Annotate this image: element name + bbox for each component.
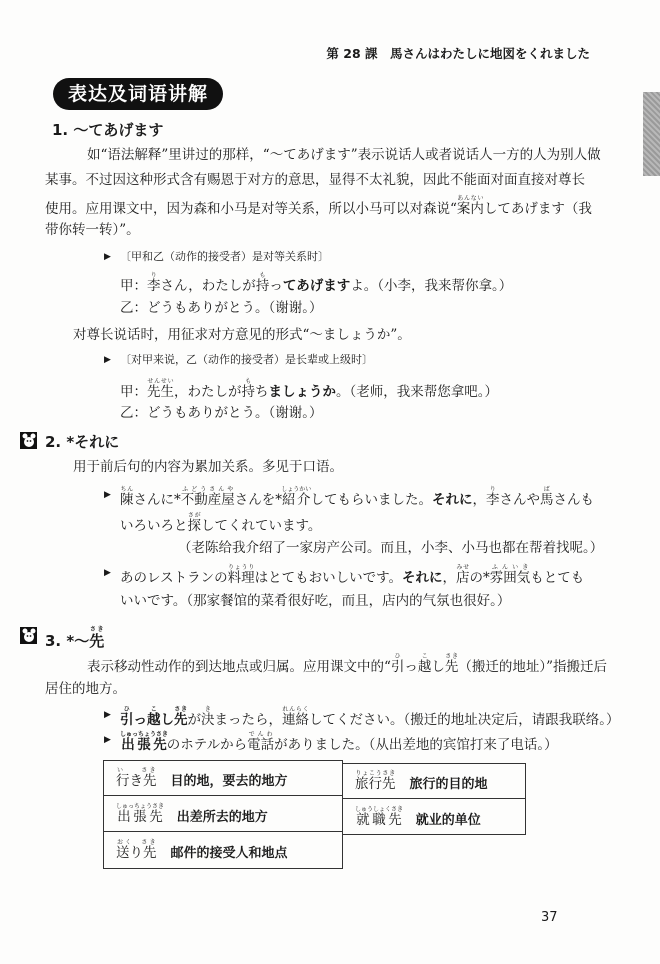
paragraph-line: 居住的地方。 (45, 681, 126, 697)
kanji: 料理 (227, 570, 255, 586)
section-banner: 表达及词语讲解 (53, 78, 223, 110)
furigana: り (147, 272, 161, 279)
furigana: れんらく (282, 706, 309, 713)
vocab-definition: 目的地，要去的地方 (170, 774, 288, 789)
furigana: あんない (456, 195, 484, 202)
kanji: 先 (174, 712, 188, 728)
furigana: も (255, 272, 270, 279)
example-line (120, 272, 512, 292)
triangle-bullet-icon: ▶ (104, 490, 111, 500)
vocab-word: 就職先 (355, 811, 404, 828)
text: 使用。应用课文中，因为森和小马是对等关系，所以小马可以对森说“ (45, 201, 457, 217)
text: 。（老师，我来帮您拿吧。） (336, 384, 498, 400)
vocab-definition: 就业的单位 (415, 812, 481, 828)
furigana: ふどうさんや (180, 486, 235, 493)
triangle-bullet-icon: ▶ (104, 355, 111, 365)
furigana: ひ (120, 706, 134, 713)
text: してください。（搬迁的地址决定后，请跟我联络。） (309, 712, 620, 728)
furigana: さが (187, 512, 201, 519)
text: （搬迁的地址）”指搬迁后 (458, 659, 608, 675)
kanji: 越 (417, 659, 432, 675)
kanji: 決 (201, 712, 215, 728)
kanji: 持 (241, 384, 255, 400)
furigana: ふんいき (489, 564, 531, 571)
table-row (104, 796, 343, 832)
text: ， (472, 492, 487, 508)
text: もとても (530, 570, 585, 586)
table-row (343, 764, 526, 799)
kanji: 紹介 (281, 492, 312, 508)
paragraph-line (87, 653, 607, 673)
text: してあげます（我 (483, 201, 592, 217)
text: がありました。（从出差地的宾馆打来了电话。） (274, 737, 558, 753)
furigana: みせ (456, 564, 470, 571)
kanji: 越 (147, 712, 161, 728)
text: さんに* (133, 492, 181, 508)
furigana: ちん (120, 486, 134, 493)
paragraph-line: 如“语法解释”里讲过的那样，“〜てあげます”表示说话人或者说话人一方的人为别人做 (87, 147, 601, 163)
vocab-word: 送り先 (116, 845, 157, 861)
bold-pattern: それに (402, 570, 443, 586)
text: あのレストランの (120, 570, 228, 586)
kanji: 引 (120, 712, 134, 728)
furigana: い さき (116, 767, 157, 774)
text: 甲： (120, 278, 147, 294)
kanji: 先 (444, 659, 459, 675)
triangle-bullet-icon: ▶ (104, 710, 111, 720)
furigana: さき (89, 626, 105, 633)
bold-pattern: それに (432, 492, 473, 508)
vocab-table-right (342, 763, 526, 835)
table-row (104, 832, 343, 869)
text: さんを* (234, 492, 282, 508)
page-number: 37 (541, 910, 558, 925)
text: ， (442, 570, 457, 586)
text: さん，わたしが (160, 278, 256, 294)
text: っ (404, 659, 418, 675)
translation-line: （老陈给我介绍了一家房产公司。而且，小李、小马也都在帮着找呢。） (178, 540, 604, 556)
vocab-definition: 邮件的接受人和地点 (170, 846, 288, 861)
text: してくれています。 (201, 518, 322, 534)
text: してもらいました。 (310, 492, 433, 508)
vocab-definition: 旅行的目的地 (409, 777, 488, 792)
text: 表示移动性动作的到达地点或归属。应用课文中的“ (87, 659, 391, 675)
text: さんや (499, 492, 541, 508)
vocab-word: 出張先 (116, 808, 165, 825)
furigana: さき (174, 706, 188, 713)
ruby-word (456, 195, 484, 217)
kanji: 電話 (247, 737, 275, 753)
furigana: しょうかい (281, 486, 312, 493)
kanji: 引 (390, 659, 405, 675)
kanji: 李 (486, 492, 500, 508)
bold-pattern: てあげます (282, 278, 351, 294)
furigana: りょこうさき (355, 770, 396, 777)
furigana: せんせい (147, 378, 174, 385)
kanji: 李 (147, 278, 161, 294)
text: ，わたしが (174, 384, 242, 400)
example-line (120, 486, 594, 506)
example-line: いいです。（那家餐馆的菜肴很好吃，而且，店内的气氛也很好。） (120, 593, 511, 609)
example-line (120, 706, 620, 726)
kanji: 先 (89, 632, 105, 650)
vocab-word: 旅行先 (355, 776, 396, 792)
furigana: こ (147, 706, 161, 713)
section-1-heading: 1. 〜てあげます (52, 121, 164, 139)
kanji: 雰囲気 (489, 570, 531, 586)
text: いろいろと (120, 518, 188, 534)
furigana: ひ (390, 653, 405, 660)
kanji: 連絡 (282, 712, 309, 728)
furigana: しゅうしょくさき (355, 805, 404, 813)
page-edge-tab (643, 92, 660, 176)
bold-pattern: ましょうか (268, 384, 336, 400)
kanji: 持 (255, 278, 270, 294)
example-line: 乙：どうもありがとう。（谢谢。） (120, 300, 323, 316)
text: はとてもおいしいです。 (254, 570, 403, 586)
description-line: 用于前后句的内容为累加关系。多见于口语。 (73, 459, 343, 475)
paragraph-line: 带你转一转）”。 (45, 222, 140, 238)
kanji: 不動産屋 (180, 492, 235, 508)
condition-label: 〔对甲来说，乙（动作的接受者）是长辈或上级时〕 (120, 353, 373, 366)
triangle-bullet-icon: ▶ (104, 568, 111, 578)
kanji: 案内 (456, 201, 484, 217)
text: さんも (553, 492, 595, 508)
text: のホテルから (166, 737, 248, 753)
text: し (160, 712, 174, 728)
paragraph-line: 某事。不过因这种形式含有赐恩于对方的意思，显得不太礼貌，因此不能面对面直接对尊长 (45, 172, 585, 188)
text: ち (255, 384, 269, 400)
example-line (120, 564, 584, 584)
character-face-icon (20, 627, 37, 644)
furigana: き (201, 706, 215, 713)
text: 3. *〜 (45, 632, 90, 650)
table-row (104, 761, 343, 796)
vocab-table-left (103, 760, 343, 869)
furigana: しゅっちょうさき (116, 802, 165, 810)
triangle-bullet-icon: ▶ (104, 735, 111, 745)
text: っ (269, 278, 283, 294)
text: よ。（小李，我来帮你拿。） (350, 278, 513, 294)
text: が (187, 712, 201, 728)
furigana: さき (444, 653, 459, 660)
furigana: も (241, 378, 255, 385)
furigana: でんわ (247, 731, 275, 738)
kanji: 店 (456, 570, 470, 586)
text: の* (469, 570, 490, 586)
text: 甲： (120, 384, 147, 400)
example-line: 乙：どうもありがとう。（谢谢。） (120, 405, 323, 421)
kanji: 出張先 (120, 737, 169, 753)
text: っ (133, 712, 147, 728)
note-line: 对尊长说话时，用征求对方意见的形式“〜ましょうか”。 (73, 327, 411, 343)
furigana: ば (540, 486, 554, 493)
character-face-icon (20, 432, 37, 449)
condition-label: 〔甲和乙（动作的接受者）是对等关系时〕 (120, 250, 329, 263)
kanji: 馬 (540, 492, 554, 508)
example-line (120, 512, 321, 532)
section-3-heading (45, 626, 104, 651)
furigana: り (486, 486, 500, 493)
kanji: 先生 (147, 384, 174, 400)
kanji: 陳 (120, 492, 134, 508)
section-2-heading: 2. *それに (45, 433, 120, 451)
paragraph-line (45, 195, 592, 215)
example-line (120, 378, 498, 398)
text: まったら， (214, 712, 282, 728)
furigana: りょうり (227, 564, 255, 571)
example-line (120, 731, 558, 751)
furigana: こ (417, 653, 432, 660)
furigana: しゅっちょうさき (120, 731, 169, 738)
vocab-word: 行き先 (116, 773, 157, 789)
triangle-bullet-icon: ▶ (104, 252, 111, 262)
kanji: 探 (187, 518, 201, 534)
text: し (431, 659, 445, 675)
furigana: おく さき (116, 839, 157, 846)
running-header: 第 28 課 馬さんはわたしに地図をくれました (326, 46, 590, 61)
vocab-definition: 出差所去的地方 (176, 809, 268, 825)
table-row (343, 799, 526, 835)
